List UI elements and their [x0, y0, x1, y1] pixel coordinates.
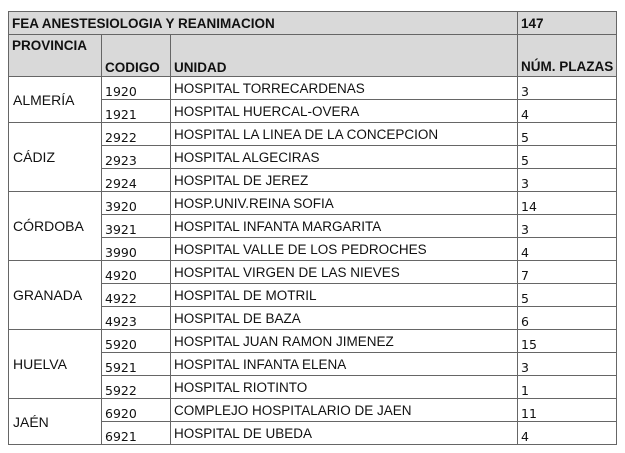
- unidad-cell: HOSPITAL DE MOTRIL: [171, 284, 518, 307]
- unidad-cell: HOSPITAL DE JEREZ: [171, 169, 518, 192]
- codigo-cell: 6920: [102, 399, 171, 422]
- column-header-unidad: UNIDAD: [171, 35, 518, 77]
- provincia-cell: CÁDIZ: [9, 123, 102, 192]
- codigo-cell: 3921: [102, 215, 171, 238]
- plazas-cell: 3: [518, 215, 617, 238]
- plazas-cell: 4: [518, 238, 617, 261]
- unidad-cell: HOSPITAL DE UBEDA: [171, 422, 518, 445]
- plazas-table-container: [8, 11, 617, 445]
- plazas-cell: 1: [518, 376, 617, 399]
- provincia-cell: GRANADA: [9, 261, 102, 330]
- plazas-cell: 15: [518, 330, 617, 353]
- plazas-cell: 14: [518, 192, 617, 215]
- codigo-cell: 2923: [102, 146, 171, 169]
- codigo-cell: 2922: [102, 123, 171, 146]
- total-plazas: 147: [518, 12, 617, 35]
- plazas-cell: 11: [518, 399, 617, 422]
- unidad-cell: HOSP.UNIV.REINA SOFIA: [171, 192, 518, 215]
- plazas-cell: 5: [518, 123, 617, 146]
- codigo-cell: 4923: [102, 307, 171, 330]
- unidad-cell: HOSPITAL HUERCAL-OVERA: [171, 100, 518, 123]
- plazas-cell: 5: [518, 284, 617, 307]
- codigo-cell: 5922: [102, 376, 171, 399]
- title-row: [9, 12, 617, 35]
- unidad-cell: HOSPITAL ALGECIRAS: [171, 146, 518, 169]
- table-title: FEA ANESTESIOLOGIA Y REANIMACION: [9, 12, 518, 35]
- codigo-cell: 6921: [102, 422, 171, 445]
- provincia-cell: JAÉN: [9, 399, 102, 445]
- plazas-cell: 4: [518, 100, 617, 123]
- plazas-cell: 4: [518, 422, 617, 445]
- plazas-cell: 3: [518, 169, 617, 192]
- unidad-cell: HOSPITAL INFANTA MARGARITA: [171, 215, 518, 238]
- unidad-cell: HOSPITAL LA LINEA DE LA CONCEPCION: [171, 123, 518, 146]
- provincia-cell: ALMERÍA: [9, 77, 102, 123]
- codigo-cell: 1921: [102, 100, 171, 123]
- column-header-row: [9, 35, 617, 77]
- column-header-plazas: NÚM. PLAZAS: [518, 35, 617, 77]
- unidad-cell: HOSPITAL TORRECARDENAS: [171, 77, 518, 100]
- codigo-cell: 5920: [102, 330, 171, 353]
- plazas-table: [8, 11, 617, 445]
- plazas-cell: 6: [518, 307, 617, 330]
- codigo-cell: 2924: [102, 169, 171, 192]
- table-row: [9, 330, 617, 353]
- codigo-cell: 3990: [102, 238, 171, 261]
- column-header-codigo: CODIGO: [102, 35, 171, 77]
- provincia-cell: HUELVA: [9, 330, 102, 399]
- table-row: [9, 261, 617, 284]
- unidad-cell: HOSPITAL INFANTA ELENA: [171, 353, 518, 376]
- unidad-cell: HOSPITAL RIOTINTO: [171, 376, 518, 399]
- codigo-cell: 5921: [102, 353, 171, 376]
- plazas-cell: 3: [518, 353, 617, 376]
- unidad-cell: HOSPITAL VIRGEN DE LAS NIEVES: [171, 261, 518, 284]
- codigo-cell: 4922: [102, 284, 171, 307]
- codigo-cell: 3920: [102, 192, 171, 215]
- table-row: [9, 192, 617, 215]
- unidad-cell: HOSPITAL DE BAZA: [171, 307, 518, 330]
- plazas-cell: 3: [518, 77, 617, 100]
- provincia-cell: CÓRDOBA: [9, 192, 102, 261]
- table-row: [9, 123, 617, 146]
- unidad-cell: HOSPITAL JUAN RAMON JIMENEZ: [171, 330, 518, 353]
- table-row: [9, 77, 617, 100]
- plazas-cell: 5: [518, 146, 617, 169]
- plazas-cell: 7: [518, 261, 617, 284]
- unidad-cell: HOSPITAL VALLE DE LOS PEDROCHES: [171, 238, 518, 261]
- codigo-cell: 1920: [102, 77, 171, 100]
- codigo-cell: 4920: [102, 261, 171, 284]
- unidad-cell: COMPLEJO HOSPITALARIO DE JAEN: [171, 399, 518, 422]
- column-header-provincia: PROVINCIA: [9, 35, 102, 77]
- table-row: [9, 399, 617, 422]
